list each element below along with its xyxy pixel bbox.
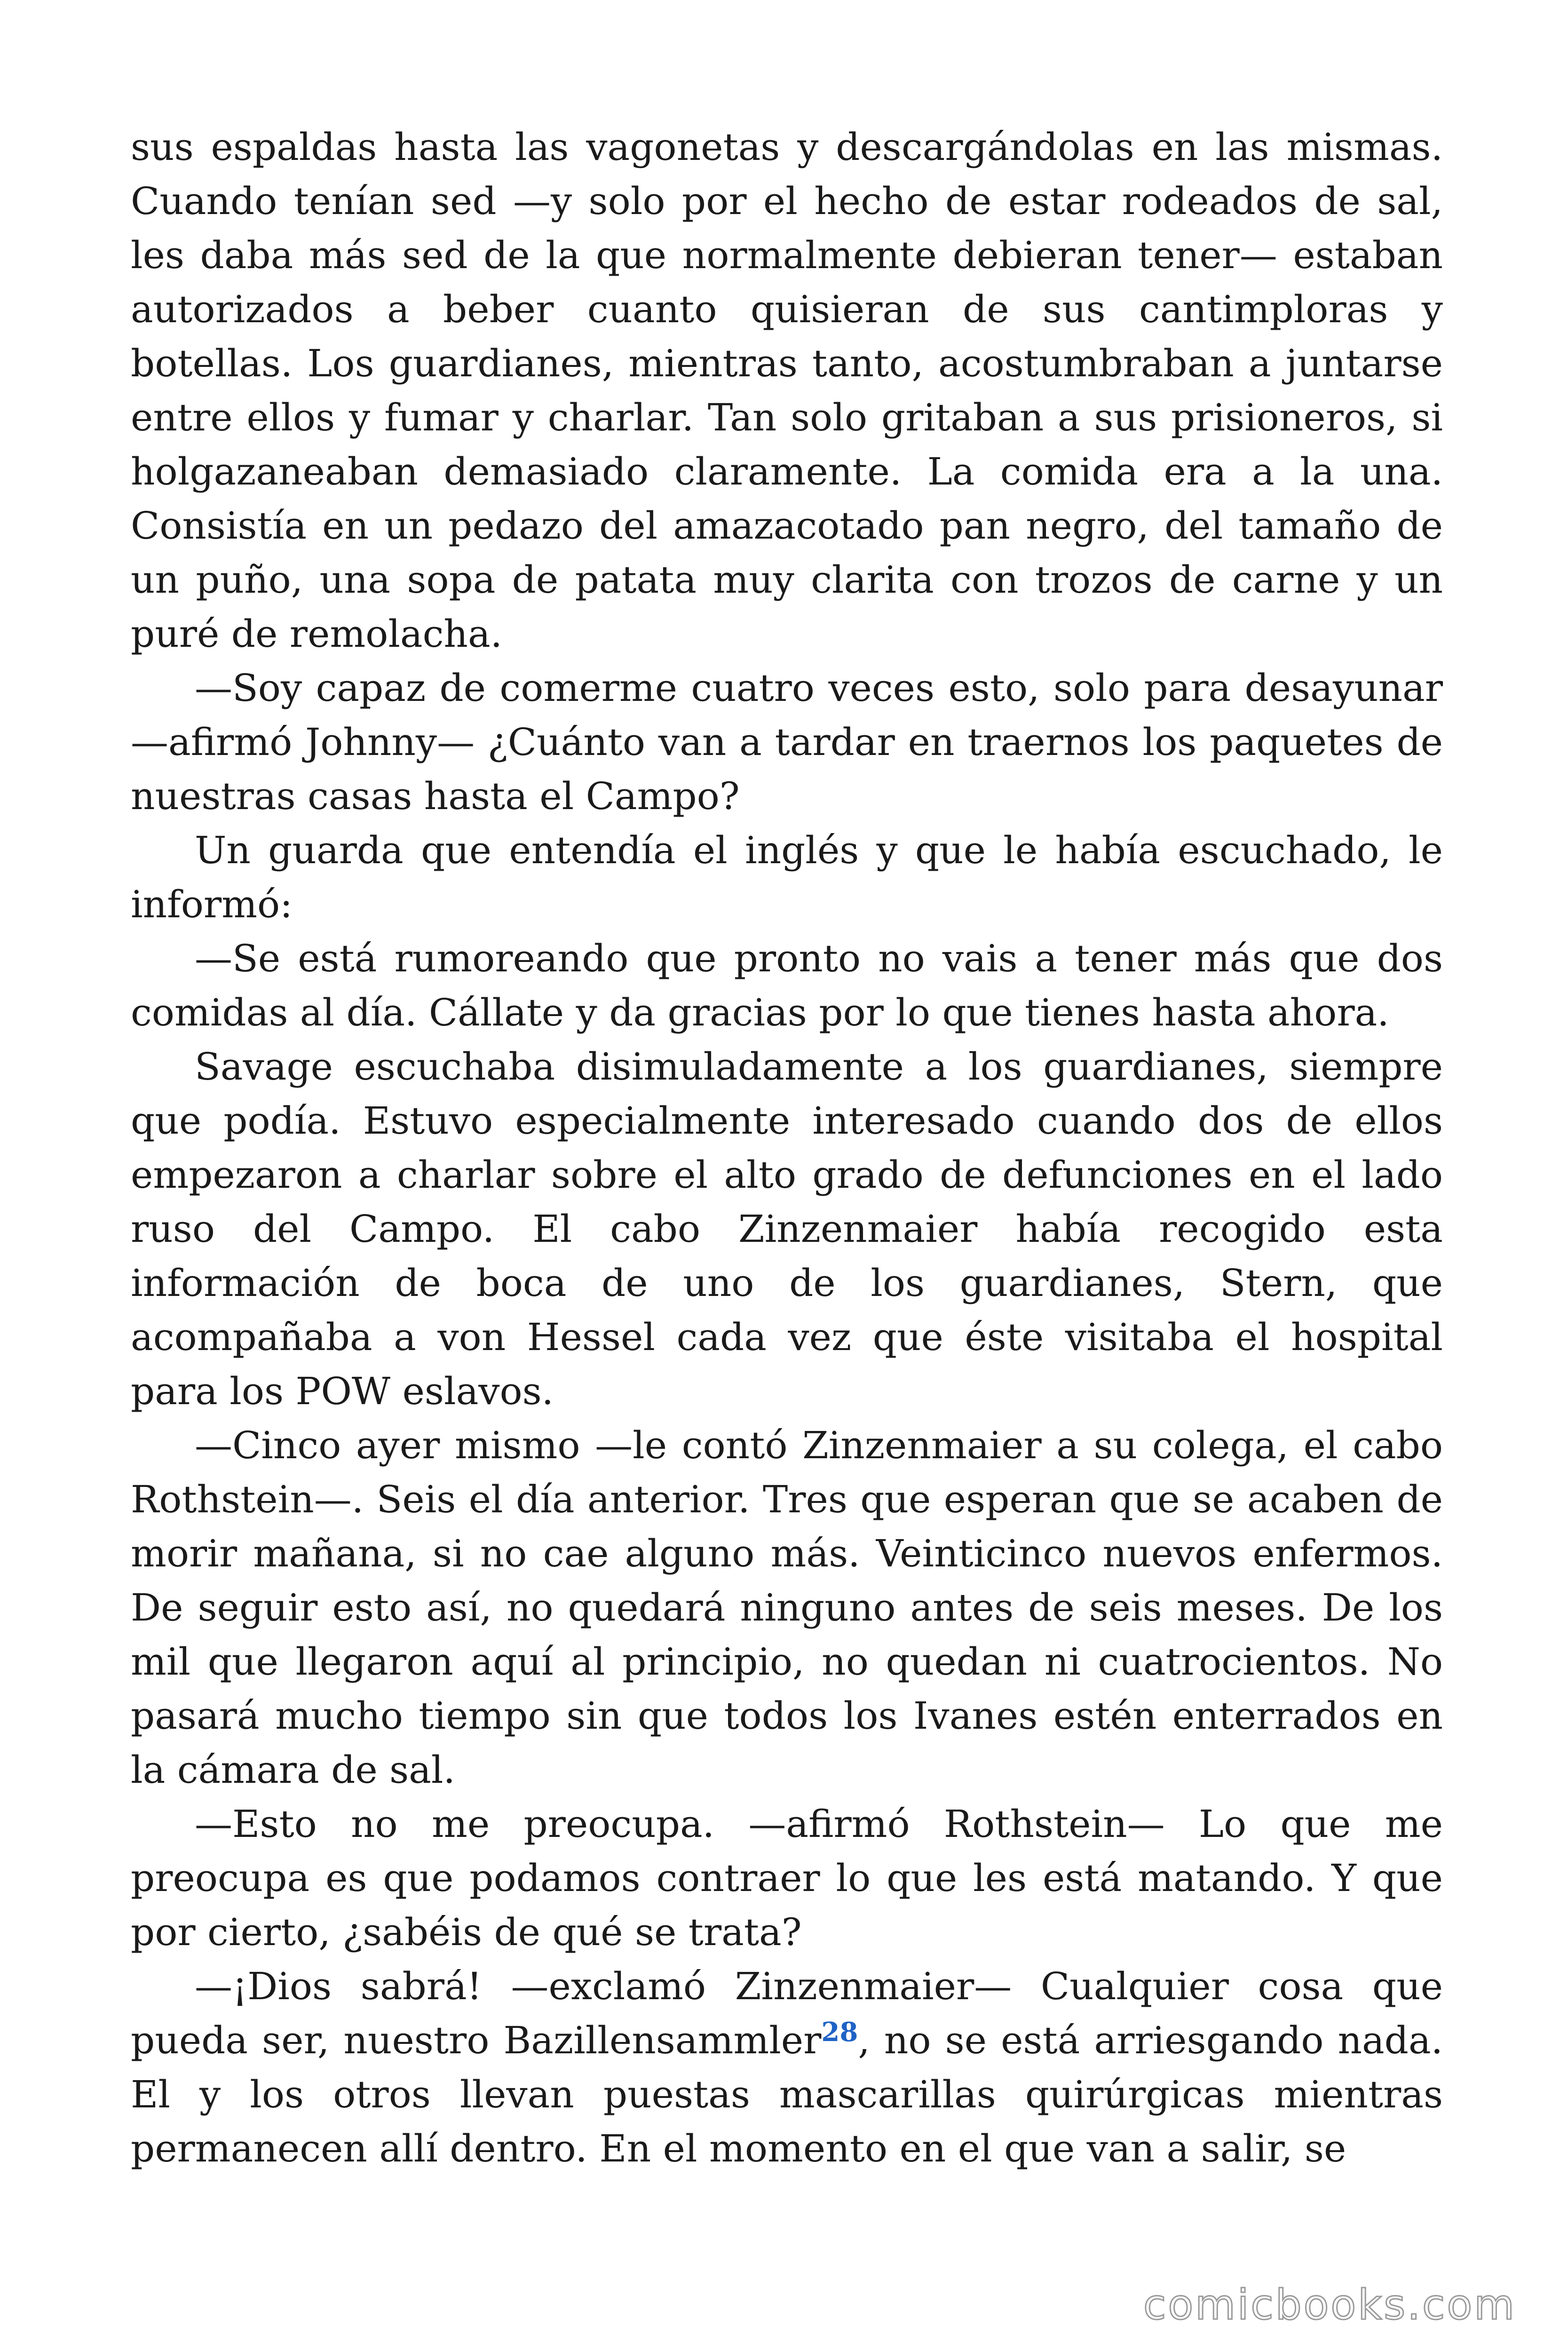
paragraph: —Cinco ayer mismo —le contó Zinzenmaier a su colega, el cabo Rothstein—. Seis el día anterior. Tres que esperan que se acaben de morir mañana, si no cae alguno más. Veinticinco nuevos enfermos. De seguir esto así, no quedará ninguno antes de seis meses. De los mil que llegaron aquí al principio, no quedan ni cuatrocientos. No pasará mucho tiempo sin que todos los Ivanes estén enterrados en la cámara de sal. (131, 1423, 1443, 1792)
footnote-link-28[interactable]: 28 (821, 2017, 858, 2048)
paragraph-text-before-footnote: —¡Dios sabrá! —exclamó Zinzenmaier— Cualquier cosa que pueda ser, nuestro Bazillensammler (131, 1964, 1443, 2062)
site-watermark: comicbooks.com (1143, 2280, 1516, 2329)
paragraph-text-after-footnote: , no se está arriesgando nada. El y los otros llevan puestas mascarillas quirúrgicas mientras permanecen allí dentro. En el momento en el que van a salir, se (131, 2018, 1443, 2170)
paragraph-with-footnote (131, 1959, 1443, 2176)
paragraph: —Soy capaz de comerme cuatro veces esto, solo para desayunar —afirmó Johnny— ¿Cuánto van a tardar en traernos los paquetes de nuestras casas hasta el Campo? (131, 666, 1443, 818)
paragraph: sus espaldas hasta las vagonetas y descargándolas en las mismas. Cuando tenían sed —y solo por el hecho de estar rodeados de sal, les daba más sed de la que normalmente debieran tener— estaban autorizados a beber cuanto quisieran de sus cantimploras y botellas. Los guardianes, mientras tanto, acostumbraban a juntarse entre ellos y fumar y charlar. Tan solo gritaban a sus prisioneros, si holgazaneaban demasiado claramente. La comida era a la una. Consistía en un pedazo del amazacotado pan negro, del tamaño de un puño, una sopa de patata muy clarita con trozos de carne y un puré de remolacha. (131, 125, 1443, 656)
paragraph: —Se está rumoreando que pronto no vais a tener más que dos comidas al día. Cállate y da gracias por lo que tienes hasta ahora. (131, 937, 1443, 1034)
paragraph: —Esto no me preocupa. —afirmó Rothstein— Lo que me preocupa es que podamos contraer lo que les está matando. Y que por cierto, ¿sabéis de qué se trata? (131, 1802, 1443, 1954)
body-text (131, 120, 1443, 2176)
paragraph: Savage escuchaba disimuladamente a los guardianes, siempre que podía. Estuvo especialmente interesado cuando dos de ellos empezaron a charlar sobre el alto grado de defunciones en el lado ruso del Campo. El cabo Zinzenmaier había recogido esta información de boca de uno de los guardianes, Stern, que acompañaba a von Hessel cada vez que éste visitaba el hospital para los POW eslavos. (131, 1045, 1443, 1413)
paragraph: Un guarda que entendía el inglés y que le había escuchado, le informó: (131, 828, 1443, 926)
